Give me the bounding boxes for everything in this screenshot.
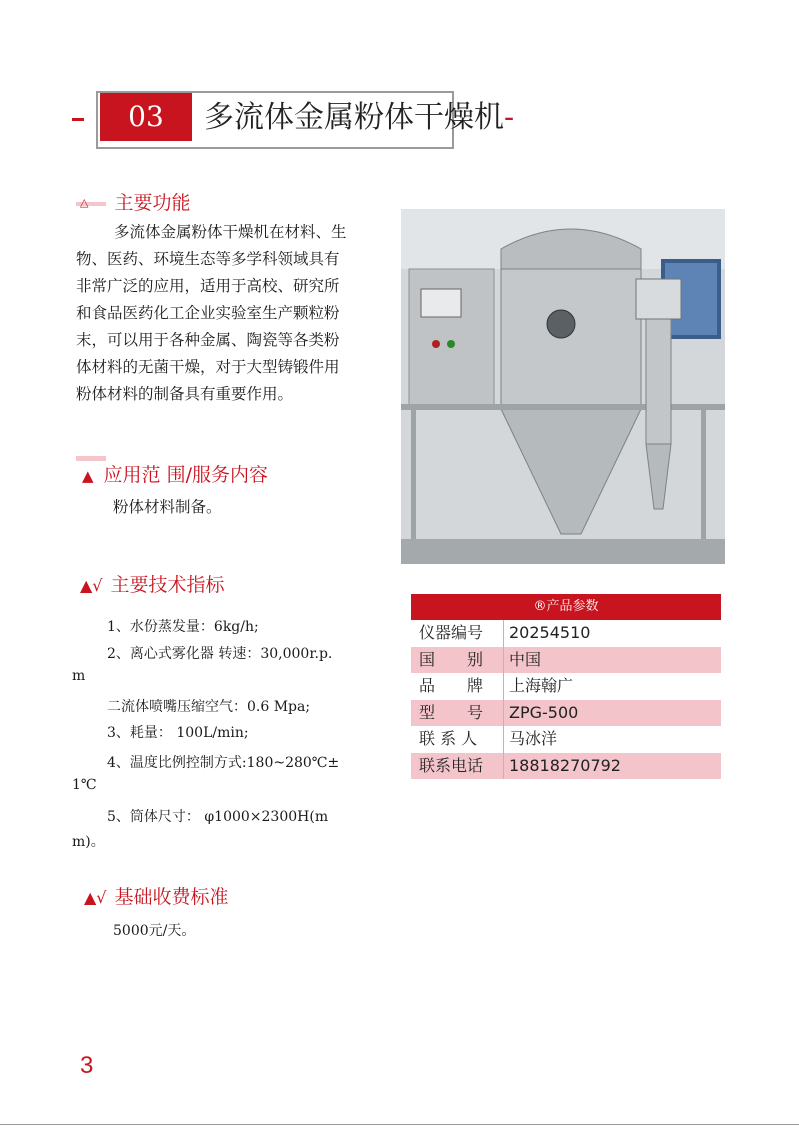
spec-line: m [72,668,86,684]
row-separator [503,647,504,674]
fee-heading-text: 基础收费标准 [114,886,229,908]
paragraph-line: 粉体材料的制备具有重要作用。 [76,385,294,403]
row-key: 品 牌 [419,676,484,695]
row-key: 国 别 [419,649,484,669]
row-key: 仪器编号 [419,623,484,642]
paragraph-line: 体材料的无菌干燥，对于大型铸锻件用 [76,358,340,376]
table-row [411,726,721,753]
triangle-outline-icon: △ [80,196,89,209]
table-row [411,620,721,647]
header-frame-left [96,91,98,149]
triangle-icon: ▲ [82,467,94,485]
row-key: 联系电话 [419,755,484,775]
paragraph-line: 物、医药、环境生态等多学科领域具有 [76,250,340,268]
spec-line: 1、水份蒸发量：6kg/h; [107,619,259,635]
page-title [204,98,514,138]
row-key: 型 号 [419,702,484,722]
specs-heading [80,570,225,597]
equipment-photo [401,209,725,564]
paragraph-line: 和食品医药化工企业实验室生产颗粒粉 [76,304,340,322]
spec-line: 3、耗量： 100L/min; [107,725,249,741]
table-row [411,700,721,727]
footer-rule [0,1124,799,1125]
application-text: 粉体材料制备。 [113,498,222,516]
application-heading [82,460,268,487]
paragraph-line: 末，可以用于各种金属、陶瓷等各类粉 [76,331,340,349]
header-dash [72,118,84,121]
table-title: ®产品参数 [411,594,721,620]
spec-line: 二流体喷嘴压缩空气：0.6 Mpa; [107,699,311,715]
spec-line: 4、温度比例控制方式:180~280℃± [107,755,340,771]
row-separator [503,753,504,780]
title-dash: - [504,100,515,135]
fee-heading [84,882,229,909]
row-value: 20254510 [509,623,591,642]
spec-line: m)。 [72,834,105,850]
triangle-check-icon: ▲√ [84,888,107,907]
paragraph-line: 非常广泛的应用，适用于高校、研究所 [76,277,340,295]
row-separator [503,700,504,727]
function-heading-text: 主要功能 [114,192,191,214]
product-params-table [411,594,721,779]
table-row [411,647,721,674]
row-value: ZPG-500 [509,702,579,722]
row-separator [503,673,504,700]
function-heading [80,188,190,215]
spec-line: 2、离心式雾化器 转速：30,000r.p. [107,646,333,662]
row-value: 马冰洋 [509,729,558,748]
row-separator [503,726,504,753]
section-number: 03 [100,93,192,141]
header-frame-bottom [96,147,454,149]
fee-text: 5000元/天。 [113,923,196,939]
table-row [411,673,721,700]
row-key: 联 系 人 [419,729,478,748]
function-paragraph [76,219,386,408]
row-separator [503,620,504,647]
paragraph-line: 多流体金属粉体干燥机在材料、生 [114,223,347,241]
row-value: 上海翰广 [509,676,574,695]
title-text: 多流体金属粉体干燥机 [204,100,504,135]
row-value: 中国 [509,649,542,669]
table-row [411,753,721,780]
application-heading-text: 应用范 围/服务内容 [103,464,268,486]
row-value: 18818270792 [509,755,621,775]
spec-line: 5、筒体尺寸： φ1000×2300H(m [107,809,329,825]
spec-line: 1℃ [72,777,97,793]
page-number: 3 [80,1052,94,1079]
specs-heading-text: 主要技术指标 [110,574,225,596]
triangle-check-icon: ▲√ [80,576,103,595]
